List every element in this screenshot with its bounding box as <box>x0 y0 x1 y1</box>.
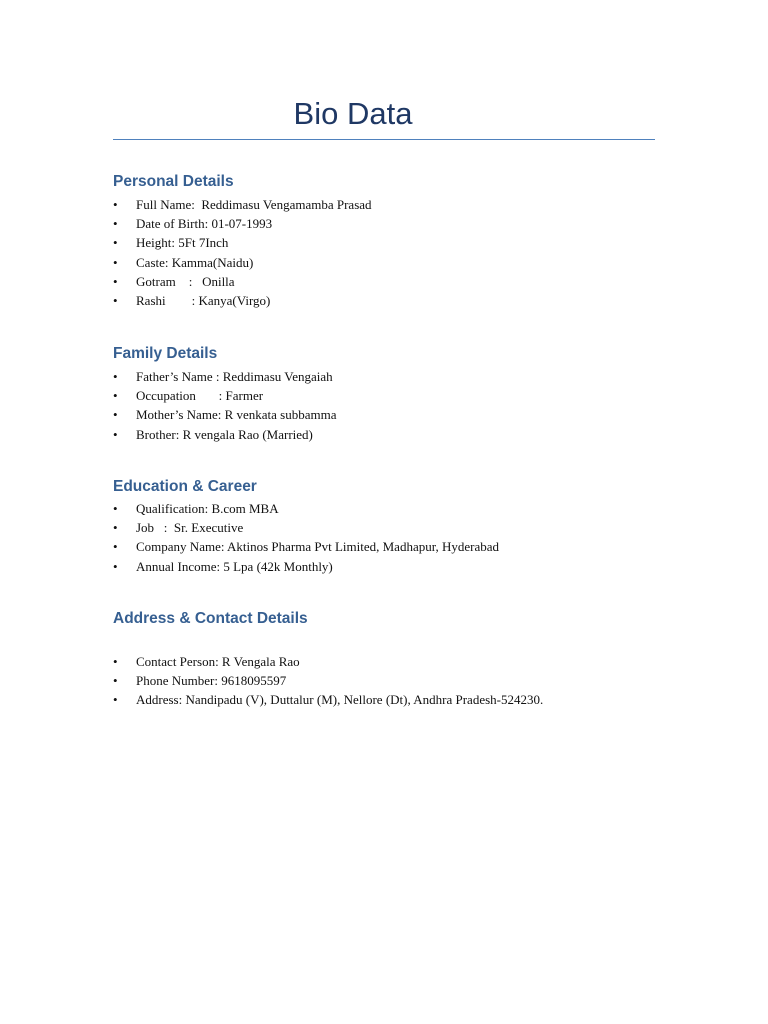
qualification-text: Qualification: B.com MBA <box>136 501 279 516</box>
bullet-icon: • <box>113 216 118 232</box>
bullet-icon: • <box>113 388 118 404</box>
bullet-icon: • <box>113 501 118 516</box>
bullet-icon: • <box>113 558 118 574</box>
fathers-name-text: Father’s Name : Reddimasu Vengaiah <box>136 369 333 384</box>
bullet-icon: • <box>113 235 118 251</box>
annual-income-text: Annual Income: 5 Lpa (42k Monthly) <box>136 558 333 574</box>
title-divider <box>113 139 655 140</box>
education-career-list <box>113 499 673 576</box>
address-contact-heading: Address & Contact Details <box>113 610 308 627</box>
company-name-text: Company Name: Aktinos Pharma Pvt Limited, Madhapur, Hyderabad <box>136 539 500 555</box>
bullet-icon: • <box>113 273 118 289</box>
bullet-icon: • <box>113 197 118 212</box>
list-item <box>113 195 673 214</box>
education-career-section <box>113 476 673 576</box>
caste-text: Caste: Kamma(Naidu) <box>136 254 254 270</box>
list-item <box>113 425 673 444</box>
list-item <box>113 233 673 252</box>
occupation-text: Occupation : Farmer <box>136 388 264 404</box>
list-item <box>113 272 673 291</box>
list-item <box>113 386 673 405</box>
bullet-icon: • <box>113 673 118 689</box>
list-item <box>113 690 673 709</box>
page-title: Bio Data <box>293 96 413 131</box>
bullet-icon: • <box>113 692 118 708</box>
list-item <box>113 671 673 690</box>
bullet-icon: • <box>113 293 118 309</box>
list-item <box>113 405 673 424</box>
list-item <box>113 253 673 272</box>
personal-details-heading: Personal Details <box>113 173 234 190</box>
full-name-text: Full Name: Reddimasu Vengamamba Prasad <box>136 197 372 212</box>
bullet-icon: • <box>113 654 118 669</box>
address-contact-list <box>113 652 673 710</box>
list-item <box>113 557 673 576</box>
contact-person-text: Contact Person: R Vengala Rao <box>136 654 300 669</box>
education-career-heading: Education & Career <box>113 478 257 495</box>
family-details-list <box>113 367 673 444</box>
list-item <box>113 367 673 386</box>
gotram-text: Gotram : Onilla <box>136 273 235 289</box>
list-item <box>113 499 673 518</box>
brother-text: Brother: R vengala Rao (Married) <box>136 426 313 442</box>
bullet-icon: • <box>113 426 118 442</box>
bullet-icon: • <box>113 254 118 270</box>
rashi-text: Rashi : Kanya(Virgo) <box>136 293 271 309</box>
job-text: Job : Sr. Executive <box>136 520 244 536</box>
list-item <box>113 518 673 537</box>
list-item <box>113 291 673 310</box>
phone-number-text: Phone Number: 9618095597 <box>136 673 287 689</box>
family-details-section <box>113 343 673 444</box>
bullet-icon: • <box>113 539 118 555</box>
bullet-icon: • <box>113 369 118 384</box>
family-details-heading: Family Details <box>113 345 218 362</box>
mothers-name-text: Mother’s Name: R venkata subbamma <box>136 407 337 423</box>
address-text: Address: Nandipadu (V), Duttalur (M), Nellore (Dt), Andhra Pradesh-524230. <box>136 692 544 708</box>
bullet-icon: • <box>113 520 118 536</box>
height-text: Height: 5Ft 7Inch <box>136 235 229 251</box>
personal-details-section <box>113 171 673 310</box>
list-item <box>113 652 673 671</box>
list-item <box>113 537 673 556</box>
date-of-birth-text: Date of Birth: 01-07-1993 <box>136 216 273 232</box>
list-item <box>113 214 673 233</box>
bullet-icon: • <box>113 407 118 423</box>
address-contact-section <box>113 608 673 710</box>
personal-details-list <box>113 195 673 310</box>
